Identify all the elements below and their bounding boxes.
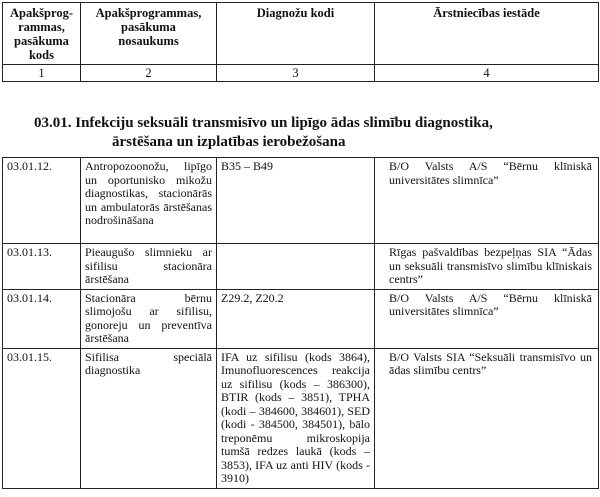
table-row [3, 348, 599, 488]
row-name: Antropozoonožu, lipīgo un oportunisko mikožu diagnostikas, stacionārās un ambulatorās ārstēšanas nodrošināšana [81, 158, 217, 244]
row-inst: B/O Valsts A/S “Bērnu klīniskā universitātes slimnīca” [375, 289, 599, 348]
row-name: Stacionāra bērnu slimojošu ar sifilisu, gonoreju un preventīva ārstēšana [81, 289, 217, 348]
table-row [3, 158, 599, 244]
header-col-name [81, 3, 217, 65]
row-inst: B/O Valsts A/S “Bērnu klīniskā universitātes slimnīca” [375, 158, 599, 244]
header-col-name-line2: pasākuma [121, 20, 176, 34]
header-col-diag: Diagnožu kodi [217, 3, 375, 65]
header-col-code-line3: pasākuma [14, 34, 69, 48]
row-code: 03.01.13. [3, 244, 81, 290]
header-col-name-line1: Apakšprogrammas, [95, 6, 202, 20]
table-row [3, 244, 599, 290]
header-table [2, 2, 599, 82]
row-code: 03.01.15. [3, 348, 81, 488]
header-col-code-line4: kods [28, 48, 55, 62]
header-col-name-line3: nosaukums [118, 34, 179, 48]
row-name: Pieaugušo slimnieku ar sifilisu stacionāra ārstēšana [81, 244, 217, 290]
row-diag: B35 – B49 [217, 158, 375, 244]
row-inst: B/O Valsts SIA “Seksuāli transmisīvo un ādas slimību centrs” [375, 348, 599, 488]
row-diag: IFA uz sifilisu (kods 3864), Imunofluorescences reakcija uz sifilisu (kods – 386300), BTIR (kods – 3851), TPHA (kodi – 384600, 384601), SED (kodi - 384500, 384501), bālo treponēmu mikroskopija tumšā redzes laukā (kods – 3853), IFA uz anti HIV (kods - 3910) [217, 348, 375, 488]
header-num-1: 1 [3, 65, 81, 82]
row-code: 03.01.12. [3, 158, 81, 244]
row-name: Sifilisa speciālā diagnostika [81, 348, 217, 488]
row-inst: Rīgas pašvaldības bezpeļņas SIA “Ādas un seksuāli transmisīvo slimību klīniskais centrs” [375, 244, 599, 290]
header-num-2: 2 [81, 65, 217, 82]
table-row [3, 289, 599, 348]
header-col-inst: Ārstniecības iestāde [375, 3, 599, 65]
header-col-code-line1: Apakšprog- [10, 6, 73, 20]
row-code: 03.01.14. [3, 289, 81, 348]
header-number-row [3, 65, 599, 82]
program-table [2, 157, 599, 489]
row-diag: Z29.2, Z20.2 [217, 289, 375, 348]
section-title-line2: ārstēšana un izplatības ierobežošana [112, 134, 346, 150]
header-col-code [3, 3, 81, 65]
section-title-line1: 03.01. Infekciju seksuāli transmisīvo un lipīgo ādas slimību diagnostika, [34, 115, 493, 131]
header-num-3: 3 [217, 65, 375, 82]
row-diag [217, 244, 375, 290]
section-title [34, 114, 594, 152]
header-row [3, 3, 599, 65]
header-col-code-line2: rammas, [18, 20, 65, 34]
header-num-4: 4 [375, 65, 599, 82]
